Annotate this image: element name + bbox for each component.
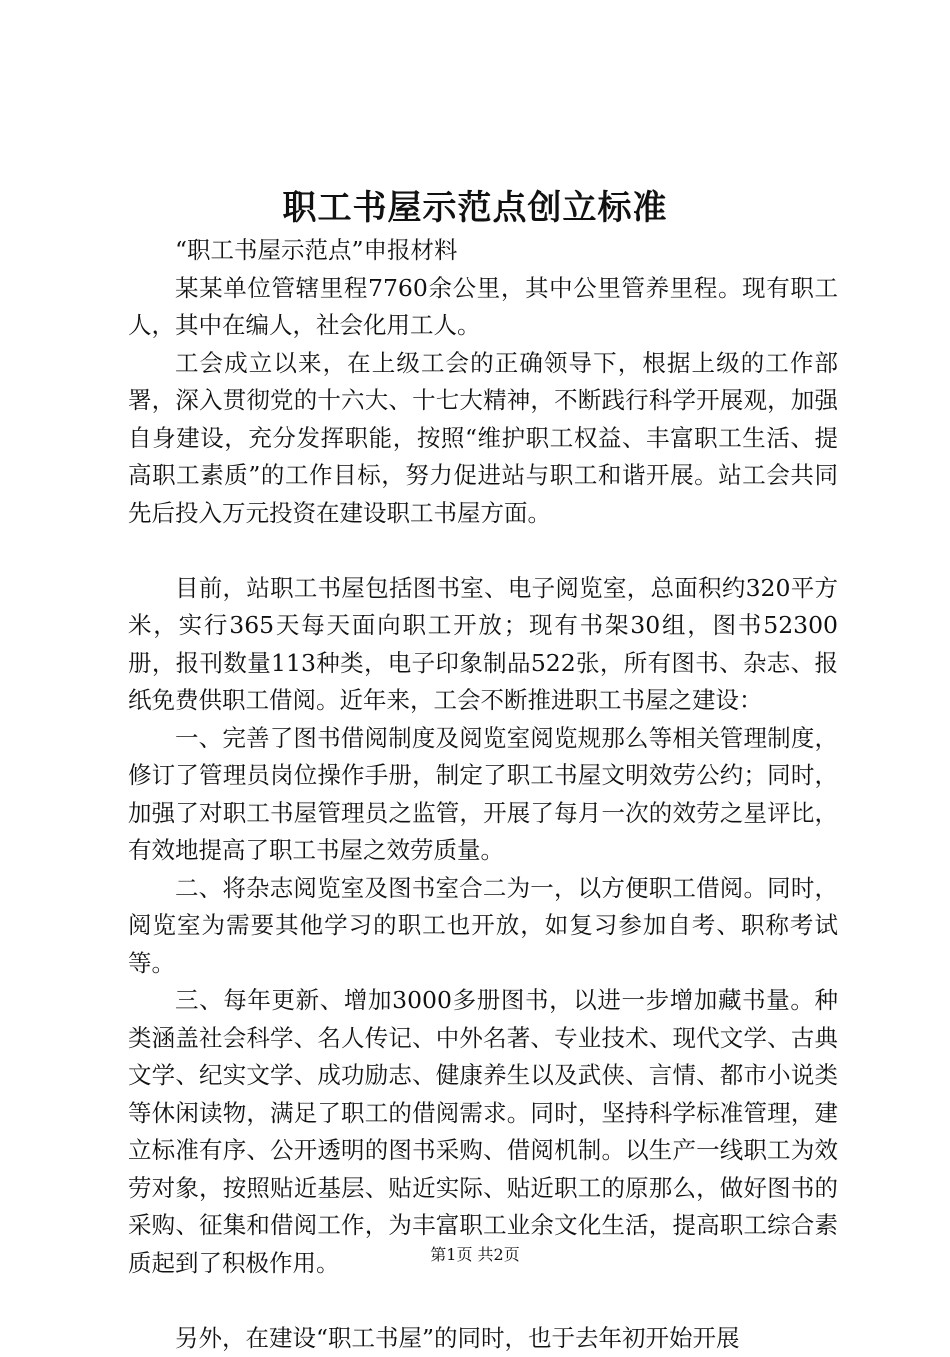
paragraph-current-status: 目前，站职工书屋包括图书室、电子阅览室，总面积约320平方米，实行365天每天面向职工开放；现有书架30组，图书52300册，报刊数量113种类，电子印象制品522张，所有图书、杂志、报纸免费供职工借阅。近年来，工会不断推进职工书屋之建设： — [128, 570, 838, 720]
document-title: 职工书屋示范点创立标准 — [0, 186, 950, 230]
paragraph-point-one: 一、完善了图书借阅制度及阅览室阅览规那么等相关管理制度，修订了管理员岗位操作手册，制定了职工书屋文明效劳公约；同时，加强了对职工书屋管理员之监管，开展了每月一次的效劳之星评比，有效地提高了职工书屋之效劳质量。 — [128, 720, 838, 870]
paragraph-unit-overview: 某某单位管辖里程7760余公里，其中公里管养里程。现有职工人，其中在编人，社会化用工人。 — [128, 270, 838, 345]
page-footer: 第1页 共2页 — [0, 1244, 950, 1266]
paragraph-point-two: 二、将杂志阅览室及图书室合二为一，以方便职工借阅。同时，阅览室为需要其他学习的职工也开放，如复习参加自考、职称考试等。 — [128, 870, 838, 983]
paragraph-union-history: 工会成立以来，在上级工会的正确领导下，根据上级的工作部署，深入贯彻党的十六大、十七大精神，不断践行科学开展观，加强自身建设，充分发挥职能，按照“维护职工权益、丰富职工生活、提高职工素质”的工作目标，努力促进站与职工和谐开展。站工会共同先后投入万元投资在建设职工书屋方面。 — [128, 345, 838, 533]
paragraph-additionally: 另外，在建设“职工书屋”的同时，也于去年初开始开展 — [128, 1320, 838, 1357]
paragraph-point-three: 三、每年更新、增加3000多册图书，以进一步增加藏书量。种类涵盖社会科学、名人传记、中外名著、专业技术、现代文学、古典文学、纪实文学、成功励志、健康养生以及武侠、言情、都市小说类等休闲读物，满足了职工的借阅需求。同时，坚持科学标准管理，建立标准有序、公开透明的图书采购、借阅机制。以生产一线职工为效劳对象，按照贴近基层、贴近实际、贴近职工的原那么，做好图书的采购、征集和借阅工作，为丰富职工业余文化生活，提高职工综合素质起到了积极作用。 — [128, 982, 838, 1282]
paragraph-application-heading: “职工书屋示范点”申报材料 — [128, 232, 838, 270]
document-body — [128, 232, 838, 1357]
